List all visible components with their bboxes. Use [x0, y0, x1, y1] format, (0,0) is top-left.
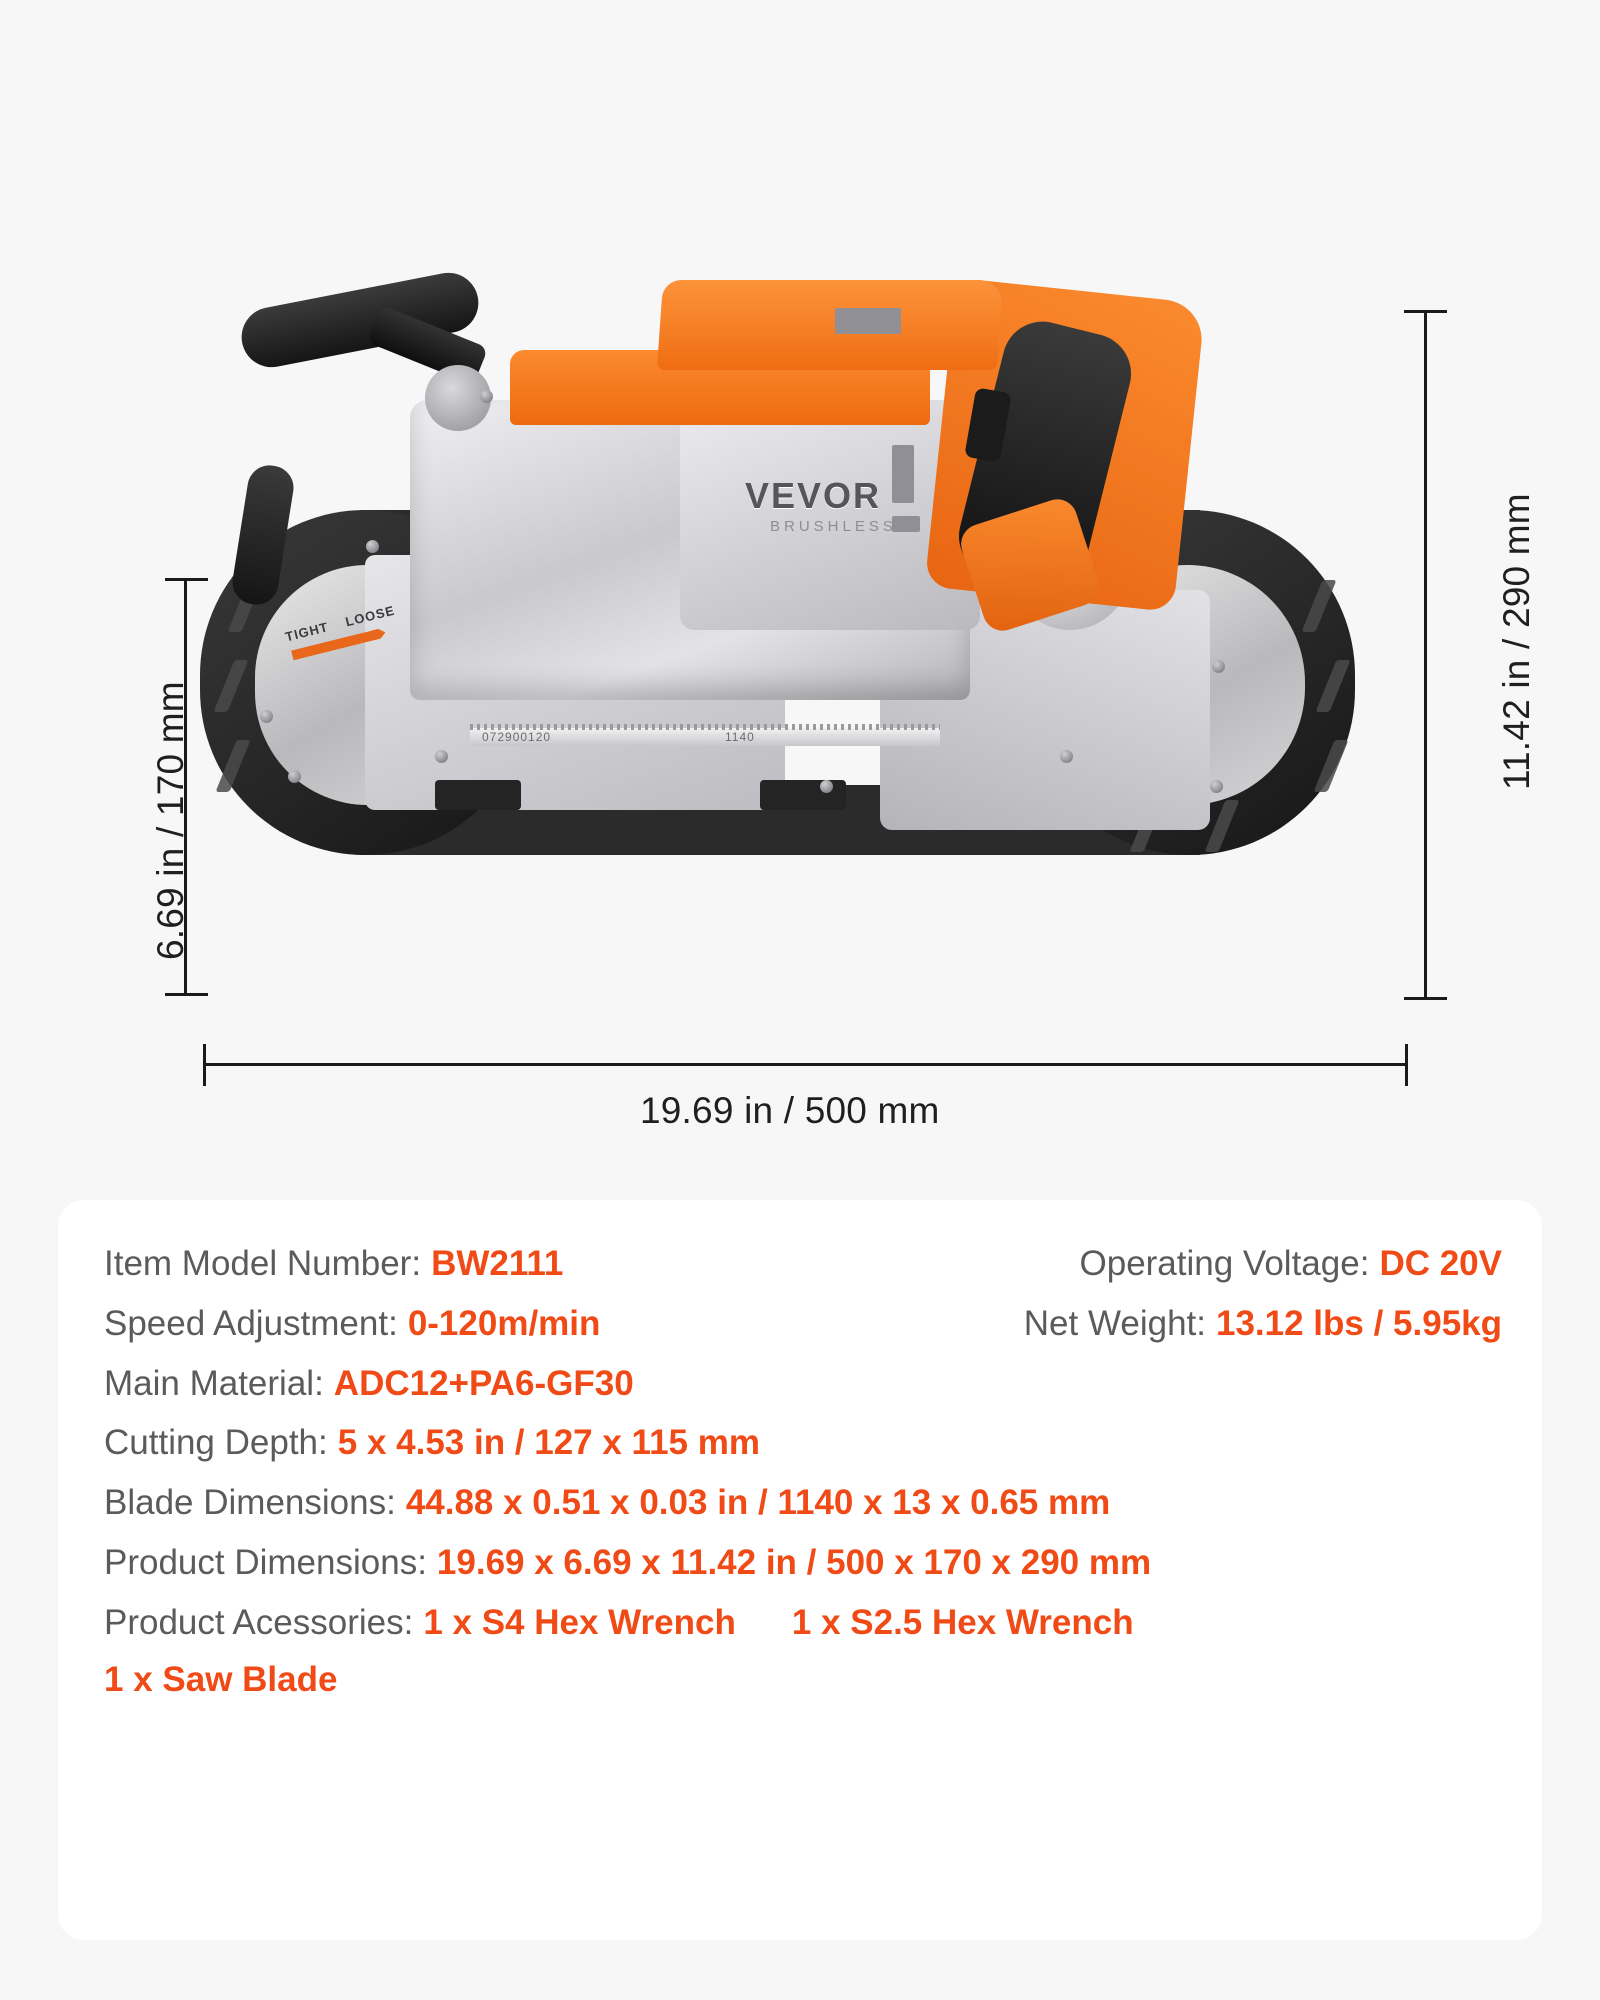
blade-marking-right: 1140	[725, 730, 755, 744]
band-saw-illustration	[180, 280, 1400, 1020]
brushless-badge: BRUSHLESS	[770, 518, 897, 535]
blade-marking-left: 072900120	[482, 730, 552, 744]
spec-row	[104, 1302, 1502, 1346]
width-dimension-label: 19.69 in / 500 mm	[640, 1090, 940, 1131]
spec-label-blade-dimensions: Blade Dimensions:	[104, 1483, 396, 1522]
spec-label-weight: Net Weight:	[1023, 1303, 1206, 1343]
spec-label-cutting-depth: Cutting Depth:	[104, 1423, 328, 1463]
spec-value-weight: 13.12 lbs / 5.95kg	[1215, 1303, 1502, 1343]
spec-label-product-dimensions: Product Dimensions:	[104, 1542, 427, 1582]
screw	[435, 750, 448, 763]
screw	[288, 770, 301, 783]
base-foot-left	[435, 780, 521, 810]
screw	[366, 540, 379, 553]
width-dimension-cap-left	[203, 1044, 206, 1086]
screw	[480, 390, 493, 403]
screw	[260, 710, 273, 723]
spec-row	[104, 1362, 1502, 1406]
spec-row	[104, 1421, 1502, 1465]
side-height-dimension-label: 6.69 in / 170 mm	[150, 681, 191, 960]
spec-value-blade-dimensions: 44.88 x 0.51 x 0.03 in / 1140 x 13 x 0.65 mm	[405, 1483, 1111, 1522]
spec-value-cutting-depth: 5 x 4.53 in / 127 x 115 mm	[337, 1423, 760, 1463]
spec-value-accessory-2: 1 x S2.5 Hex Wrench	[791, 1602, 1134, 1642]
spec-value-material: ADC12+PA6-GF30	[333, 1363, 634, 1403]
spec-value-model: BW2111	[431, 1244, 564, 1283]
screw	[1060, 750, 1073, 763]
height-dimension-cap-bottom	[1404, 997, 1447, 1000]
screw	[820, 780, 833, 793]
tension-decal-tight-label: TIGHT	[283, 619, 331, 645]
screw	[1212, 660, 1225, 673]
base-foot-right	[760, 780, 846, 810]
width-dimension-line	[203, 1063, 1408, 1066]
motor-vent	[892, 445, 914, 503]
spec-value-voltage: DC 20V	[1379, 1244, 1502, 1283]
specification-card	[58, 1200, 1542, 1940]
spec-row	[104, 1541, 1502, 1585]
spec-value-speed: 0-120m/min	[407, 1303, 601, 1343]
spec-label-speed: Speed Adjustment:	[104, 1303, 398, 1343]
spec-label-accessories: Product Acessories:	[104, 1602, 414, 1642]
brand-logo: VEVOR	[745, 475, 882, 516]
spec-value-product-dimensions: 19.69 x 6.69 x 11.42 in / 500 x 170 x 290 mm	[436, 1542, 1152, 1582]
spec-row	[104, 1242, 1502, 1286]
spec-value-accessory-1: 1 x S4 Hex Wrench	[423, 1602, 736, 1642]
screw	[1210, 780, 1223, 793]
switch-panel[interactable]	[835, 308, 901, 334]
height-dimension-label: 11.42 in / 290 mm	[1496, 493, 1537, 790]
spec-label-model: Item Model Number:	[104, 1244, 422, 1283]
spec-row	[104, 1481, 1502, 1525]
width-dimension-cap-right	[1405, 1044, 1408, 1086]
height-dimension-cap-top	[1404, 310, 1447, 313]
spec-value-accessory-3: 1 x Saw Blade	[104, 1660, 338, 1700]
height-dimension-line	[1424, 310, 1427, 1000]
spec-label-material: Main Material:	[104, 1363, 324, 1403]
specification-list	[104, 1242, 1502, 1700]
orange-upper-shroud	[657, 280, 1003, 370]
tension-decal-loose-label: LOOSE	[343, 602, 397, 630]
spec-label-voltage: Operating Voltage:	[1079, 1244, 1370, 1283]
spec-row	[104, 1601, 1502, 1645]
